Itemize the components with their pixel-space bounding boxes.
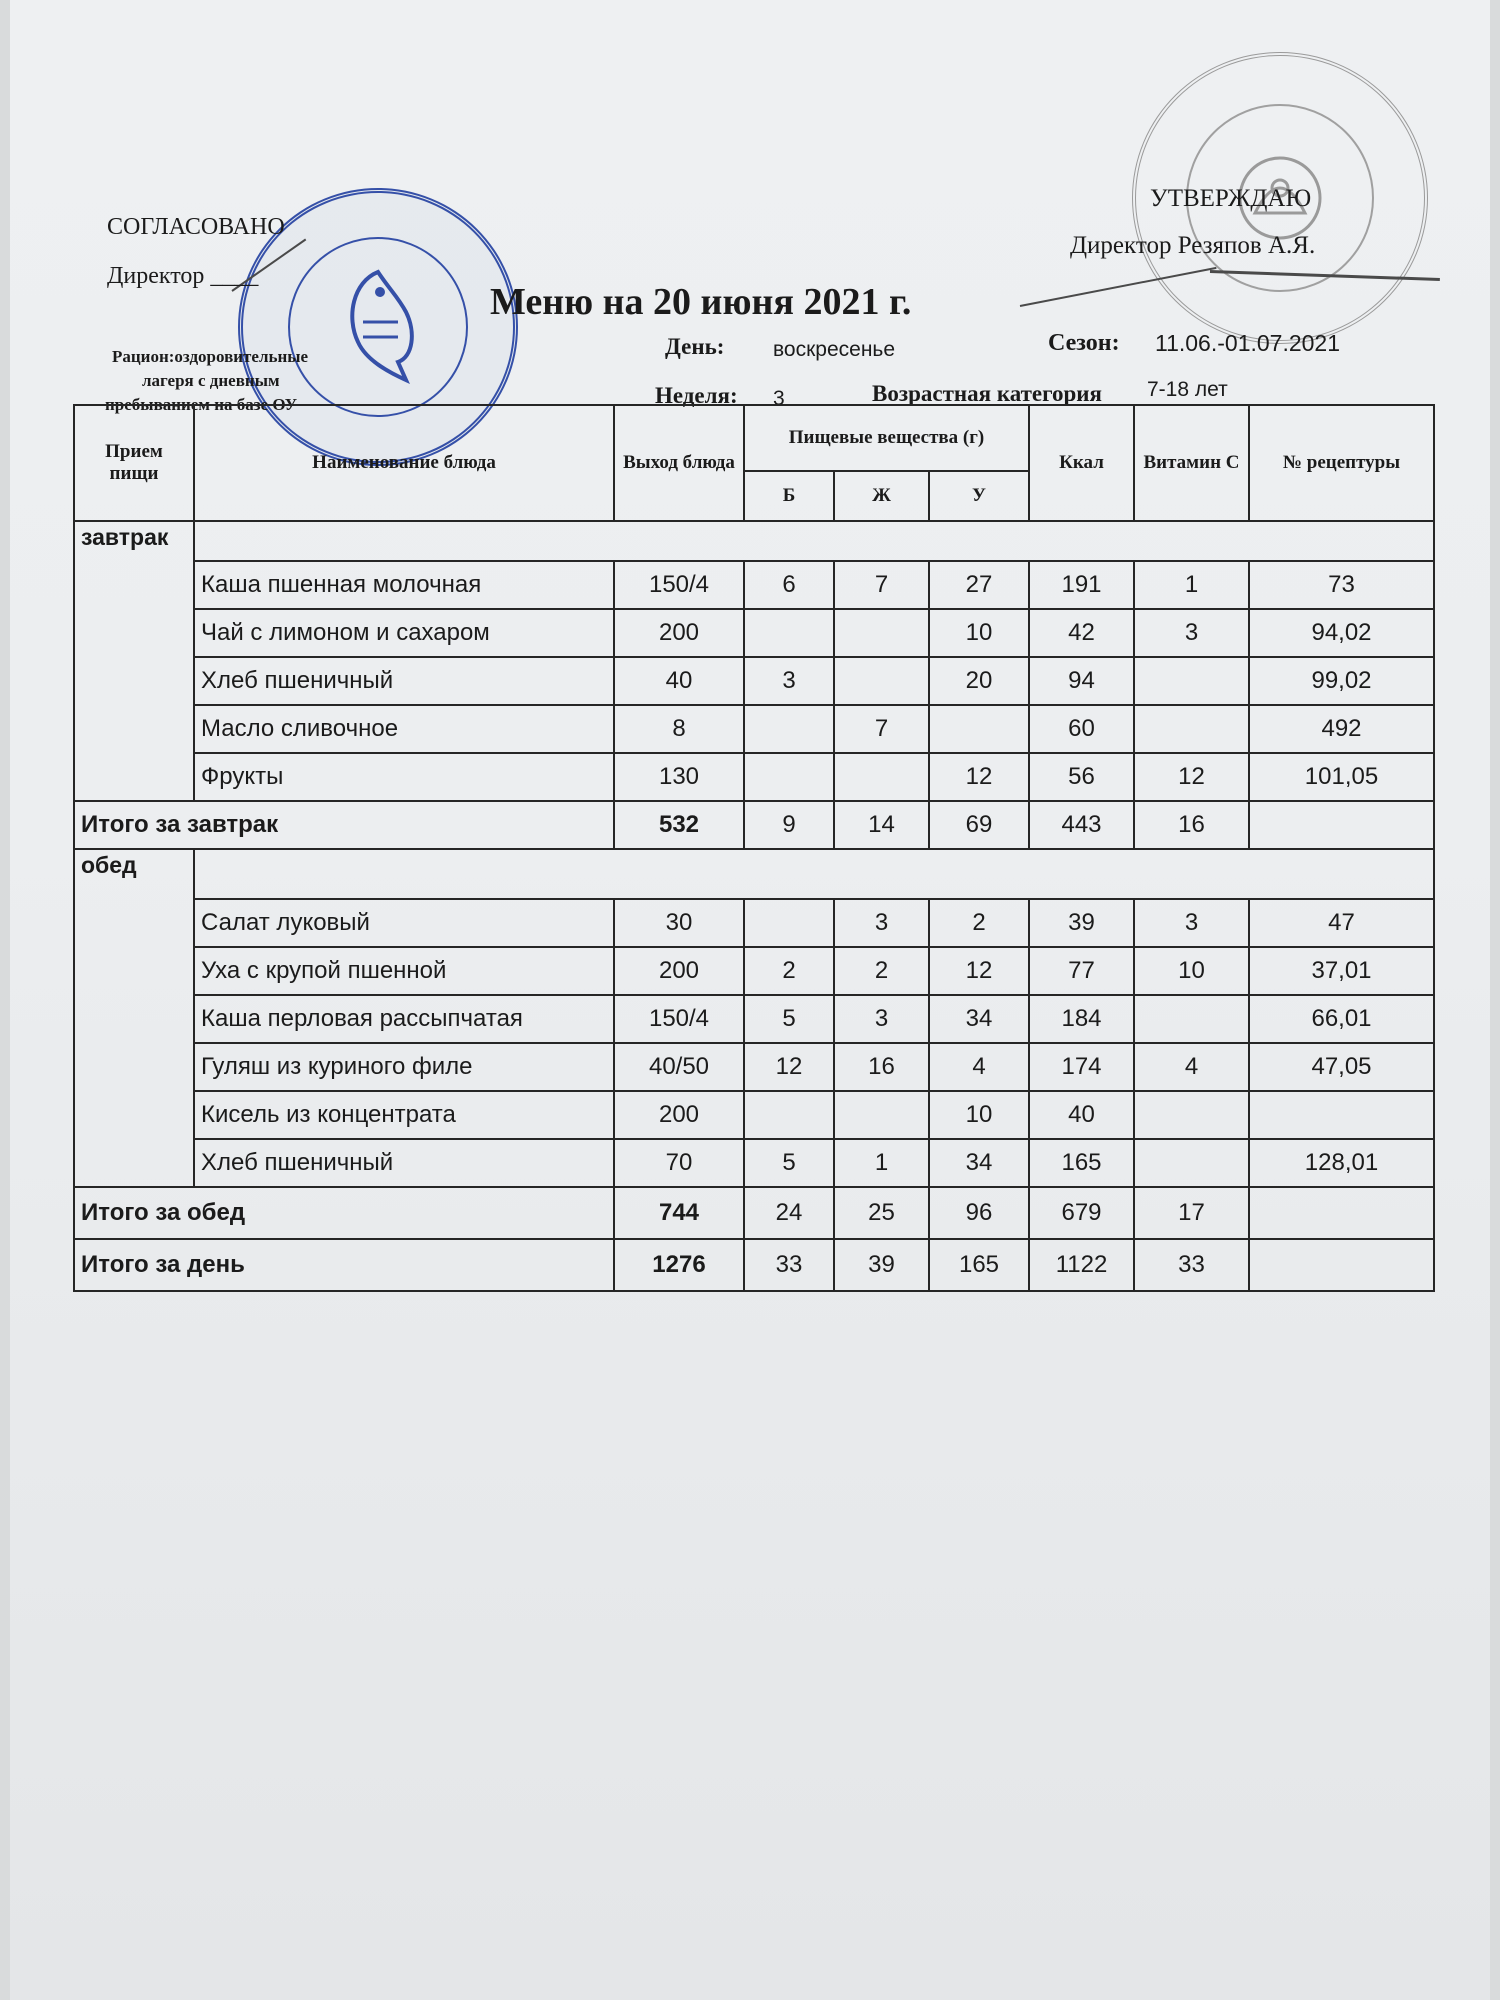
dish-recipe [1249, 1091, 1434, 1139]
section-spacer [194, 521, 1434, 561]
dish-carbs: 34 [929, 1139, 1029, 1187]
dish-carbs [929, 705, 1029, 753]
dish-vitamin-c [1134, 705, 1249, 753]
dish-yield: 70 [614, 1139, 744, 1187]
dish-yield: 8 [614, 705, 744, 753]
dish-protein: 2 [744, 947, 834, 995]
dish-vitamin-c: 12 [1134, 753, 1249, 801]
dish-name: Кисель из концентрата [194, 1091, 614, 1139]
document-page [10, 0, 1490, 2000]
meal-breakfast: завтрак [74, 521, 194, 801]
dish-recipe: 101,05 [1249, 753, 1434, 801]
dish-protein [744, 1091, 834, 1139]
total-label: Итого за день [74, 1239, 614, 1291]
total-yield: 1276 [614, 1239, 744, 1291]
header-recipe: № рецептуры [1249, 405, 1434, 521]
dish-vitamin-c: 10 [1134, 947, 1249, 995]
header-dish: Наименование блюда [194, 405, 614, 521]
dish-kcal: 184 [1029, 995, 1134, 1043]
approved-label: СОГЛАСОВАНО [107, 214, 285, 240]
dish-yield: 200 [614, 1091, 744, 1139]
dish-vitamin-c: 3 [1134, 899, 1249, 947]
total-protein: 33 [744, 1239, 834, 1291]
dish-vitamin-c: 4 [1134, 1043, 1249, 1091]
header-kcal: Ккал [1029, 405, 1134, 521]
dish-name: Масло сливочное [194, 705, 614, 753]
dish-fat [834, 1091, 929, 1139]
ration-line-3: пребыванием на базе ОУ [105, 395, 298, 414]
confirm-label: УТВЕРЖДАЮ [1150, 185, 1312, 212]
total-carbs: 69 [929, 801, 1029, 849]
dish-protein: 3 [744, 657, 834, 705]
total-recipe [1249, 1187, 1434, 1239]
table-row [74, 705, 1434, 753]
dish-carbs: 2 [929, 899, 1029, 947]
breakfast-total-row [74, 801, 1434, 849]
meal-lunch: обед [74, 849, 194, 1187]
table-row [74, 609, 1434, 657]
header-vitamin-c: Витамин С [1134, 405, 1249, 521]
ration-line-1: Рацион:оздоровительные [112, 347, 309, 366]
total-label: Итого за завтрак [74, 801, 614, 849]
dish-fat: 3 [834, 995, 929, 1043]
header-yield: Выход блюда [614, 405, 744, 521]
total-vitamin-c: 33 [1134, 1239, 1249, 1291]
dish-yield: 150/4 [614, 995, 744, 1043]
lunch-total-row [74, 1187, 1434, 1239]
day-label: День: [665, 334, 725, 359]
dish-fat: 7 [834, 705, 929, 753]
dish-recipe: 37,01 [1249, 947, 1434, 995]
season-value: 11.06.-01.07.2021 [1155, 330, 1341, 356]
total-carbs: 165 [929, 1239, 1029, 1291]
director-right: Директор Резяпов А.Я. [1070, 232, 1316, 259]
dish-name: Хлеб пшеничный [194, 1139, 614, 1187]
header-fat: Ж [834, 471, 929, 521]
table-row [74, 753, 1434, 801]
director-left: Директор ____ [107, 263, 259, 289]
table-row [74, 657, 1434, 705]
dish-carbs: 12 [929, 753, 1029, 801]
total-fat: 25 [834, 1187, 929, 1239]
dish-recipe: 73 [1249, 561, 1434, 609]
header-carbs: У [929, 471, 1029, 521]
dish-yield: 200 [614, 947, 744, 995]
week-label: Неделя: [655, 383, 738, 408]
dish-carbs: 20 [929, 657, 1029, 705]
total-recipe [1249, 801, 1434, 849]
total-vitamin-c: 16 [1134, 801, 1249, 849]
dish-kcal: 165 [1029, 1139, 1134, 1187]
dish-recipe: 66,01 [1249, 995, 1434, 1043]
table-row [74, 947, 1434, 995]
ration-line-2: лагеря с дневным [142, 371, 280, 390]
dish-carbs: 10 [929, 609, 1029, 657]
seal-inner-ring [288, 237, 468, 417]
dish-carbs: 34 [929, 995, 1029, 1043]
dish-yield: 130 [614, 753, 744, 801]
day-total-row [74, 1239, 1434, 1291]
page-title: Меню на 20 июня 2021 г. [490, 281, 912, 323]
dish-carbs: 10 [929, 1091, 1029, 1139]
dish-vitamin-c: 1 [1134, 561, 1249, 609]
total-kcal: 1122 [1029, 1239, 1134, 1291]
dish-recipe: 128,01 [1249, 1139, 1434, 1187]
total-protein: 9 [744, 801, 834, 849]
table-row [74, 995, 1434, 1043]
dish-kcal: 39 [1029, 899, 1134, 947]
total-kcal: 679 [1029, 1187, 1134, 1239]
dish-protein: 5 [744, 1139, 834, 1187]
dish-protein [744, 753, 834, 801]
dish-fat: 7 [834, 561, 929, 609]
dish-kcal: 42 [1029, 609, 1134, 657]
table-row [74, 1139, 1434, 1187]
dish-carbs: 12 [929, 947, 1029, 995]
season-label: Сезон: [1048, 330, 1120, 356]
dish-protein: 5 [744, 995, 834, 1043]
dish-protein: 12 [744, 1043, 834, 1091]
dish-vitamin-c [1134, 995, 1249, 1043]
dish-name: Чай с лимоном и сахаром [194, 609, 614, 657]
total-protein: 24 [744, 1187, 834, 1239]
table-row [74, 1043, 1434, 1091]
dish-recipe: 47 [1249, 899, 1434, 947]
total-kcal: 443 [1029, 801, 1134, 849]
dish-recipe: 99,02 [1249, 657, 1434, 705]
dish-name: Каша пшенная молочная [194, 561, 614, 609]
header-protein: Б [744, 471, 834, 521]
total-yield: 532 [614, 801, 744, 849]
dish-name: Салат луковый [194, 899, 614, 947]
day-value: воскресенье [773, 338, 896, 361]
header-meal: Прием пищи [74, 405, 194, 521]
table-row [74, 1091, 1434, 1139]
dish-kcal: 40 [1029, 1091, 1134, 1139]
dish-kcal: 60 [1029, 705, 1134, 753]
dish-fat [834, 753, 929, 801]
dish-kcal: 174 [1029, 1043, 1134, 1091]
dish-yield: 40/50 [614, 1043, 744, 1091]
dish-recipe: 94,02 [1249, 609, 1434, 657]
dish-fat: 2 [834, 947, 929, 995]
total-fat: 39 [834, 1239, 929, 1291]
dish-protein: 6 [744, 561, 834, 609]
week-value: 3 [773, 387, 785, 410]
total-carbs: 96 [929, 1187, 1029, 1239]
dish-protein [744, 609, 834, 657]
dish-recipe: 47,05 [1249, 1043, 1434, 1091]
dish-yield: 200 [614, 609, 744, 657]
header-nutrients: Пищевые вещества (г) [744, 405, 1029, 471]
dish-fat [834, 657, 929, 705]
dish-kcal: 56 [1029, 753, 1134, 801]
dish-fat: 16 [834, 1043, 929, 1091]
dish-vitamin-c [1134, 1091, 1249, 1139]
total-yield: 744 [614, 1187, 744, 1239]
dish-protein [744, 705, 834, 753]
dish-yield: 150/4 [614, 561, 744, 609]
total-recipe [1249, 1239, 1434, 1291]
dish-name: Каша перловая рассыпчатая [194, 995, 614, 1043]
total-label: Итого за обед [74, 1187, 614, 1239]
dish-fat [834, 609, 929, 657]
dish-yield: 30 [614, 899, 744, 947]
dish-yield: 40 [614, 657, 744, 705]
dish-protein [744, 899, 834, 947]
section-spacer [194, 849, 1434, 899]
dish-name: Уха с крупой пшенной [194, 947, 614, 995]
dish-name: Хлеб пшеничный [194, 657, 614, 705]
dish-carbs: 4 [929, 1043, 1029, 1091]
total-vitamin-c: 17 [1134, 1187, 1249, 1239]
table-row [74, 561, 1434, 609]
dish-vitamin-c [1134, 657, 1249, 705]
dish-kcal: 94 [1029, 657, 1134, 705]
dish-vitamin-c: 3 [1134, 609, 1249, 657]
total-fat: 14 [834, 801, 929, 849]
age-value: 7-18 лет [1147, 378, 1228, 401]
dish-fat: 3 [834, 899, 929, 947]
menu-table [73, 404, 1435, 1292]
dish-fat: 1 [834, 1139, 929, 1187]
dish-name: Фрукты [194, 753, 614, 801]
dish-kcal: 77 [1029, 947, 1134, 995]
dish-kcal: 191 [1029, 561, 1134, 609]
table-row [74, 899, 1434, 947]
age-label: Возрастная категория [872, 381, 1102, 406]
dish-recipe: 492 [1249, 705, 1434, 753]
dish-carbs: 27 [929, 561, 1029, 609]
bird-emblem-icon [318, 262, 438, 392]
dish-name: Гуляш из куриного филе [194, 1043, 614, 1091]
dish-vitamin-c [1134, 1139, 1249, 1187]
